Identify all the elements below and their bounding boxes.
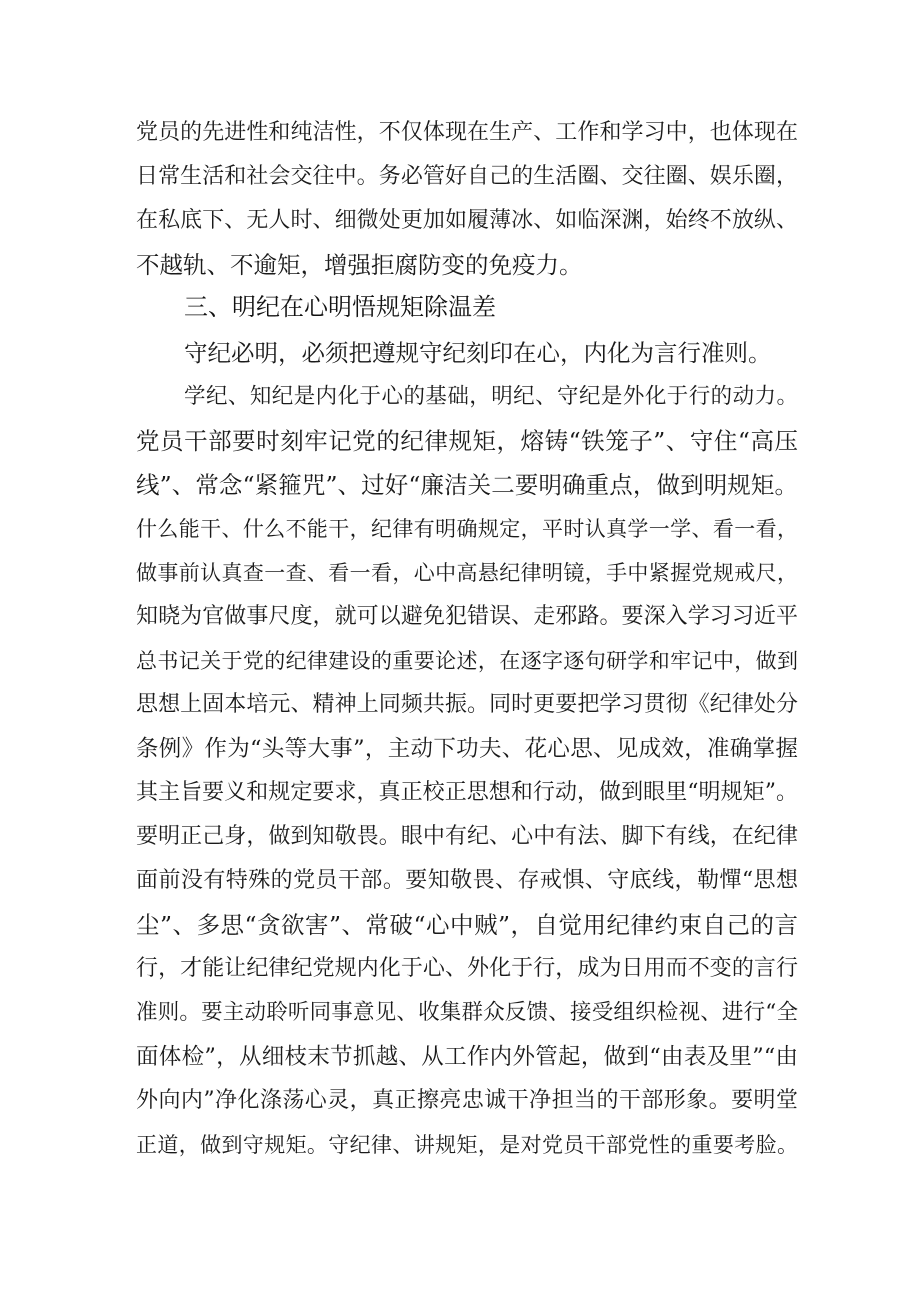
- paragraph-line: 在私底下、无人时、细微处更加如履薄冰、如临深渊，始终不放纵、: [136, 208, 798, 233]
- paragraph-line: 总书记关于党的纪律建设的重要论述，在逐字逐句研学和牢记中，做到: [136, 649, 798, 673]
- paragraph-line: 线”、常念“紧箍咒”、过好“廉洁关二要明确重点，做到明规矩。: [136, 471, 798, 499]
- paragraph-line: 尘”、多思“贪欲害”、常破“心中贼”，自觉用纪律约束自己的言: [136, 911, 798, 939]
- paragraph-line: 党员干部要时刻牢记党的纪律规矩，熔铸“铁笼子”、守住“高压: [136, 427, 798, 455]
- paragraph-line: 外向内”净化涤荡心灵，真正擦亮忠诚干净担当的干部形象。要明堂: [136, 1088, 798, 1113]
- paragraph-line: 做事前认真查一查、看一看，心中高悬纪律明镜，手中紧握党规戒尺，: [136, 561, 798, 585]
- paragraph-line: 行，才能让纪律纪党规内化于心、外化于行，成为日用而不变的言行: [136, 956, 798, 981]
- paragraph-line: 知晓为官做事尺度，就可以避免犯错误、走邪路。要深入学习习近平: [136, 604, 798, 629]
- section-heading: 三、明纪在心明悟规矩除温差: [184, 293, 496, 321]
- paragraph-line: 面体检”，从细枝末节抓越、从工作内外管起，做到“由表及里”“由: [136, 1044, 798, 1070]
- paragraph-line: 面前没有特殊的党员干部。要知敬畏、存戒惧、守底线，勒憚“思想: [136, 868, 798, 893]
- paragraph-line: 守纪必明，必须把遵规守纪刻印在心，内化为言行准则。: [184, 339, 772, 367]
- paragraph-line: 其主旨要义和规定要求，真正校正思想和行动，做到眼里“明规矩”。: [136, 780, 798, 805]
- paragraph-line: 正道，做到守规矩。守纪律、讲规矩，是对党员干部党性的重要考脸。: [136, 1133, 798, 1157]
- paragraph-line: 思想上固本培元、精神上同频共振。同时更要把学习贯彻《纪律处分: [136, 692, 798, 717]
- paragraph-line: 不越轨、不逾矩，增强拒腐防变的免疫力。: [136, 251, 583, 279]
- paragraph-line: 党员的先进性和纯洁性，不仅体现在生产、工作和学习中，也体现在: [136, 120, 798, 145]
- paragraph-line: 准则。要主动聆听同事意见、收集群众反馈、接受组织检视、进行“全: [136, 1000, 798, 1025]
- paragraph-line: 学纪、知纪是内化于心的基础，明纪、守纪是外化于行的动力。: [184, 384, 798, 409]
- paragraph-line: 条例》作为“头等大事”，主动下功夫、花心思、见成效，准确掌握: [136, 736, 798, 762]
- paragraph-line: 日常生活和社会交往中。务必管好自己的生活圈、交往圈、娱乐圈，: [136, 164, 798, 189]
- paragraph-line: 要明正己身，做到知敬畏。眼中有纪、心中有法、脚下有线，在纪律: [136, 824, 798, 849]
- paragraph-line: 什么能干、什么不能干，纪律有明确规定，平时认真学一学、看一看，: [136, 517, 798, 541]
